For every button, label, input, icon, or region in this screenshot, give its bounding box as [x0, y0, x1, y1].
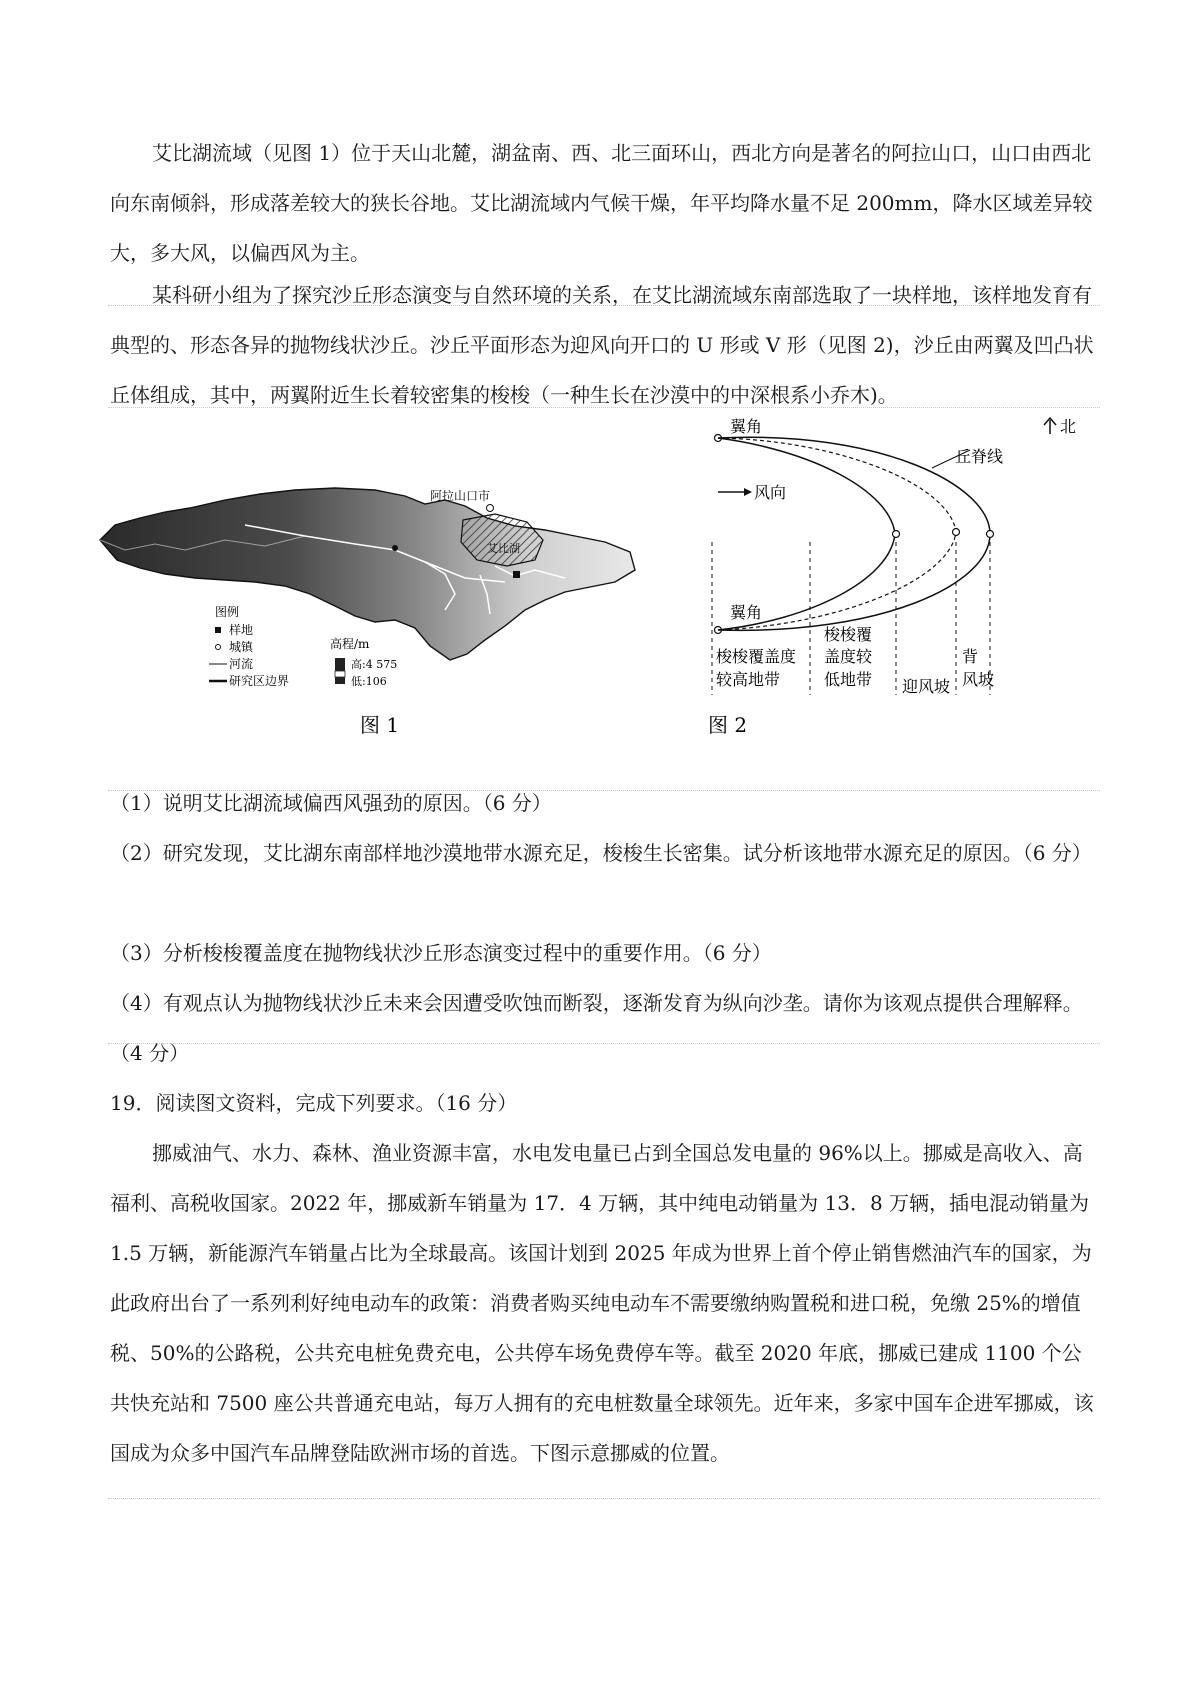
- intro-paragraph-2: 某科研小组为了探究沙丘形态演变与自然环境的关系，在艾比湖流域东南部选取了一块样地，该样地发育有典型的、形态各异的抛物线状沙丘。沙丘平面形态为迎风向开口的 U 形或 V 形（见图 2)，沙丘由两翼及凹凸状丘体组成，其中，两翼附近生长着较密集的梭梭（一种生长在沙漠中的中深根系小乔木)。: [110, 283, 1094, 407]
- zone-windward-slope: 迎风坡: [902, 677, 951, 696]
- wind-label: 风向: [754, 483, 787, 502]
- town-marker: [392, 545, 398, 551]
- zone-high-cover-line2: 较高地带: [716, 670, 781, 689]
- figure-1-caption: 图 1: [360, 713, 400, 737]
- sample-site-marker: [513, 571, 520, 578]
- zone-high-cover-line1: 梭梭覆盖度: [716, 647, 797, 666]
- elevation-legend: [330, 636, 397, 688]
- lake-label: 艾比湖: [487, 542, 520, 555]
- zone-leeward-line2: 风坡: [962, 670, 995, 689]
- wing-bottom-label: 翼角: [730, 603, 763, 622]
- divider: [108, 1498, 1100, 1499]
- divider: [108, 1043, 1100, 1044]
- zone-leeward-line1: 背: [962, 647, 979, 666]
- question-2: （2）研究发现，艾比湖东南部样地沙漠地带水源充足，梭梭生长密集。试分析该地带水源充足的原因。（6 分）: [110, 841, 1092, 865]
- wing-top-label: 翼角: [730, 417, 763, 436]
- figure-2-dune-diagram: [700, 410, 1110, 740]
- north-arrow: [1044, 417, 1076, 436]
- city-marker: [487, 505, 494, 512]
- legend-item-river: 河流: [229, 657, 254, 671]
- outer-dune-curve: [718, 437, 990, 630]
- question-1: （1）说明艾比湖流域偏西风强劲的原因。（6 分）: [110, 791, 552, 815]
- wind-direction-arrow: [718, 483, 786, 502]
- elevation-high: 高:4 575: [351, 658, 398, 671]
- intro-paragraph-1: 艾比湖流域（见图 1）位于天山北麓，湖盆南、西、北三面环山，西北方向是著名的阿拉山口，山口由西北向东南倾斜，形成落差较大的狭长谷地。艾比湖流域内气候干燥，年平均降水量不足 200mm，降水区域差异较大，多大风，以偏西风为主。: [110, 141, 1093, 265]
- map-legend: [209, 604, 289, 688]
- zone-low-cover-line2: 盖度较: [824, 647, 873, 666]
- legend-item-site: 样地: [229, 623, 254, 637]
- legend-item-boundary: 研究区边界: [229, 674, 290, 688]
- question-19-body: 挪威油气、水力、森林、渔业资源丰富，水电发电量已占到全国总发电量的 96%以上。挪威是高收入、高福利、高税收国家。2022 年，挪威新车销量为 17．4 万辆，其中纯电动销量为 13．8 万辆，插电混动销量为 1.5 万辆，新能源汽车销量占比为全球最高。该国计划到 2025 年成为世界上首个停止销售燃油汽车的国家，为此政府出台了一系列利好纯电动车的政策：消费者购买纯电动车不需要缴纳购置税和进口税，免缴 25%的增值税、50%的公路税，公共充电桩免费充电，公共停车场免费停车等。截至 2020 年底，挪威已建成 1100 个公共快充站和 7500 座公共普通充电站，每万人拥有的充电桩数量全球领先。近年来，多家中国车企进军挪威，该国成为众多中国汽车品牌登陆欧洲市场的首选。下图示意挪威的位置。: [110, 1141, 1094, 1465]
- elevation-low: 低:106: [351, 675, 387, 688]
- figure-1-map: [95, 470, 650, 770]
- zone-low-cover-line1: 梭梭覆: [824, 625, 873, 644]
- figure-2-caption: 图 2: [708, 713, 748, 737]
- city-label: 阿拉山口市: [430, 489, 491, 503]
- legend-item-town: 城镇: [229, 640, 254, 654]
- divider: [108, 407, 1100, 408]
- elevation-title: 高程/m: [330, 637, 370, 651]
- question-4: （4）有观点认为抛物线状沙丘未来会因遭受吹蚀而断裂，逐渐发育为纵向沙垄。请你为该观点提供合理解释。（4 分）: [110, 991, 1083, 1065]
- legend-title: 图例: [215, 605, 240, 619]
- zone-low-cover-line3: 低地带: [824, 670, 873, 689]
- question-19-title: 19．阅读图文资料，完成下列要求。（16 分）: [110, 1091, 518, 1115]
- study-area-terrain: [100, 488, 635, 660]
- north-label: 北: [1060, 417, 1077, 436]
- question-3: （3）分析梭梭覆盖度在抛物线状沙丘形态演变过程中的重要作用。（6 分）: [110, 941, 772, 965]
- crest-label: 丘脊线: [955, 447, 1004, 466]
